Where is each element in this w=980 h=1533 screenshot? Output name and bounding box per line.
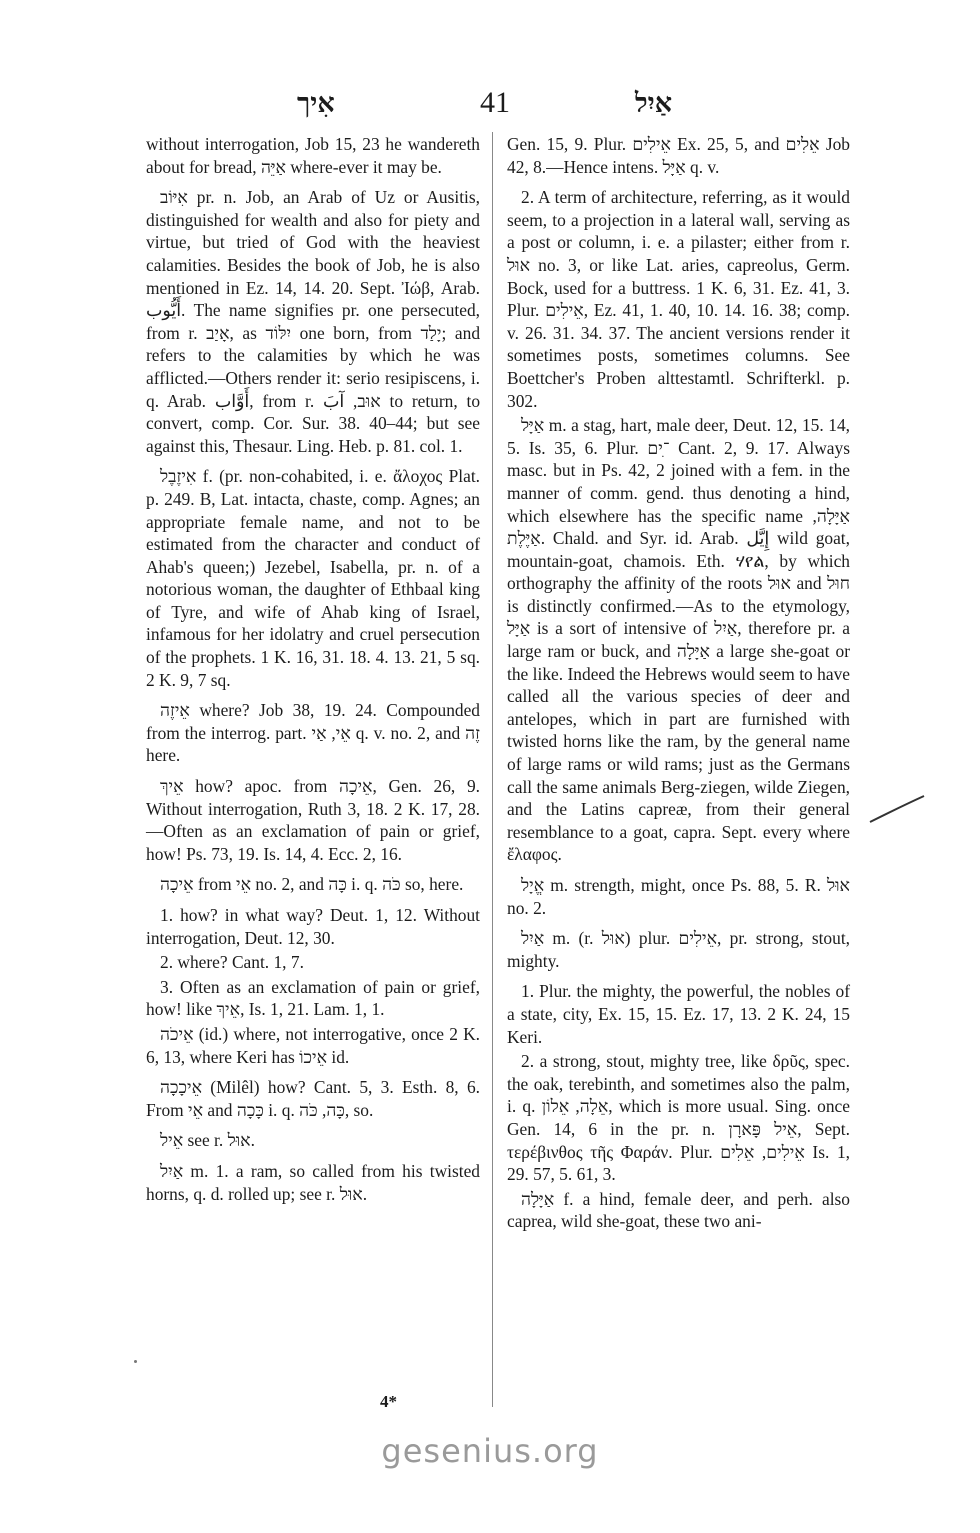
left-guide-word: אִיך [297,88,335,118]
entry-eikhakhah: אֵיכָכָה (Milêl) how? Cant. 5, 3. Esth. 8, 6. From אֵי and כָּכָה i. q. כָּה, כֹּה, so. [146,1077,480,1120]
sense-tree: 2. a strong, stout, mighty tree, like δρῦς, spec. the oak, terebinth, and sometimes also the palm, i. q. אֵלָה, אֵלוֹן, which is more usual. Sing. once Gen. 14, 6 in the pr. n. אֵיל פָּארָן, Sept. τερέβινθος τῆς Φαράν. Plur. אֵילִים, אֵלִים Is. 1, 29. 57, 5. 61, 3. [507,1051,850,1185]
right-guide-word: אַיִל [635,88,673,118]
entry-jezebel: אִיזֶבֶל f. (pr. non-cohabited, i. e. ἄλοχος Plat. p. 249. B, Lat. intacta, chaste, comp. Agnes; an appropriate female name, and not to be estimated from the character and conduct of Ahab's queen;) Jezebel, Isabella, pr. n. of a notorious woman, the daughter of Ethbaal king of Tyre, and wife of Ahab king of Israel, infamous for her idolatry and cruel persecution of the prophets. 1 K. 16, 31. 18. 4. 13. 21, 5 sq. 2 K. 9, 7 sq. [146,466,480,690]
left-column [146,133,480,1213]
sense-1: 1. how? in what way? Deut. 1, 12. Without interrogation, Deut. 12, 30. [146,905,480,948]
entry-eikh: אֵיךְ how? apoc. from אֵיכָה, Gen. 26, 9. Without interrogation, Ruth 3, 18. 2 K. 17, 28.—Often as an exclamation of pain or grief, how! Ps. 73, 19. Is. 14, 4. Ecc. 2, 16. [146,776,480,864]
entry-continuation: Gen. 15, 9. Plur. אֵילִים Ex. 25, 5, and אֵלִים Job 42, 8.—Hence intens. אַיָּל q. v. [507,134,850,177]
signature-mark: 4* [380,1392,397,1411]
entry-eyal-strength: אֱיָל m. strength, might, once Ps. 88, 5. R. אוּל no. 2. [507,875,850,918]
entry-continuation: without interrogation, Job 15, 23 he wandereth about for bread, אַיֵּה where-ever it may be. [146,134,480,177]
page-number: 41 [480,86,510,119]
entry-eil-see: אֵיל see r. אוּל. [160,1130,255,1151]
entry-job: אִיּוֹב pr. n. Job, an Arab of Uz or Ausitis, distinguished for wealth and also for piety and virtue, but tried of God with the heaviest calamities. Besides the book of Job, he is also mentioned in Ez. 14, 14. 20. Sept. Ἰώβ, Arab. أَيُّوب. The name signifies pr. one persecuted, from r. אָיַב, as יִלּוֹד one born, from יָלַד; and refers to the calamities by which he was afflicted.—Others render it: serio resipiscens, i. q. Arab. أَوَّاب, from r. אוּב, آبَ to return, to convert, comp. Cor. Sur. 38. 40–44; but see against this, Thesaur. Ling. Heb. p. 81. col. 1. [146,187,481,456]
entry-ayyalah-hind: אַיָּלָה f. a hind, female deer, and perh. also caprea, wild she-goat, these two ani- [507,1188,850,1232]
watermark: gesenius.org [381,1432,599,1470]
sense-mighty: 1. Plur. the mighty, the powerful, the nobles of a state, city, Ex. 15, 15. Ez. 17, 13. 2 K. 24, 15 Keri. [507,981,850,1047]
entry-eikhah: אֵיכָה from אֵי no. 2, and כָּה i. q. כֹּה so, here. [160,874,464,895]
column-divider [492,132,493,1407]
entry-ayil-strong: אַיִל m. (r. אוּל) plur. אֵילִים, pr. strong, stout, mighty. [507,928,851,971]
pen-stroke-mark [868,790,928,830]
entry-ayil-ram: אַיִל m. 1. a ram, so called from his twisted horns, q. d. rolled up; see r. אוּל. [146,1160,480,1204]
sense-2: 2. where? Cant. 1, 7. [160,952,304,973]
page-header [145,86,857,126]
entry-eikhoh: אֵיכֹה (id.) where, not interrogative, once 2 K. 6, 13, where Keri has אֵיכוֹ id. [146,1023,480,1067]
ink-speck [134,1360,137,1363]
entry-ayyal-stag: אַיָּל m. a stag, hart, male deer, Deut. 12, 15. 14, 5. Is. 35, 6. Plur. ־ִים Cant. 2, 9. 17. Always masc. but in Ps. 42, 2 joined with a fem. in the manner of comm. gend. thus denoting a hind, which elsewhere has the specific name אַיָּלָה, אַיֶּלֶת. Chald. and Syr. id. Arab. إِيَّل wild goat, mountain-goat, chamois. Eth. ሃየል, by which orthography the affinity of the roots אוּל and חוּל is distinctly confirmed.—As to the etymology, אַיָּל is a sort of intensive of אַיִל, therefore pr. a large ram or buck, and אַיָּלָה a large she-goat or the like. Indeed the Hebrews would seem to have called all the various species of deer and antelopes, which in part are furnished with twisted horns like the ram, by the general name of large rams or wild rams; just as the Germans call the same animals Berg-ziegen, wilde Ziegen, and the Latins capreæ, from their general resemblance to a goat, capra. Sept. every where ἔλαφος. [507,415,851,865]
right-column [507,133,850,1241]
entry-eizeh: אֵיזֶה where? Job 38, 19. 24. Compounded from the interrog. part. אֵי, אַי q. v. no. 2, and זֶה here. [146,700,480,766]
sense-architecture: 2. A term of architecture, referring, as it would seem, to a projection in a lateral wall, serving as a post or column, i. e. a pilaster; either from r. אוּל no. 3, or like Lat. aries, capreolus, Germ. Bock, used for a buttress. 1 K. 6, 31. Ez. 41, 3. Plur. אֵילִים, Ez. 41, 1. 40, 10. 14. 16. 38; comp. v. 26. 31. 34. 37. The ancient versions render it sometimes posts, sometimes columns. See Boettcher's Proben alttestamtl. Schrifterkl. p. 302. [507,187,850,411]
sense-3: 3. Often as an exclamation of pain or grief, how! like אֵיךְ, Is. 1, 21. Lam. 1, 1. [146,976,480,1020]
